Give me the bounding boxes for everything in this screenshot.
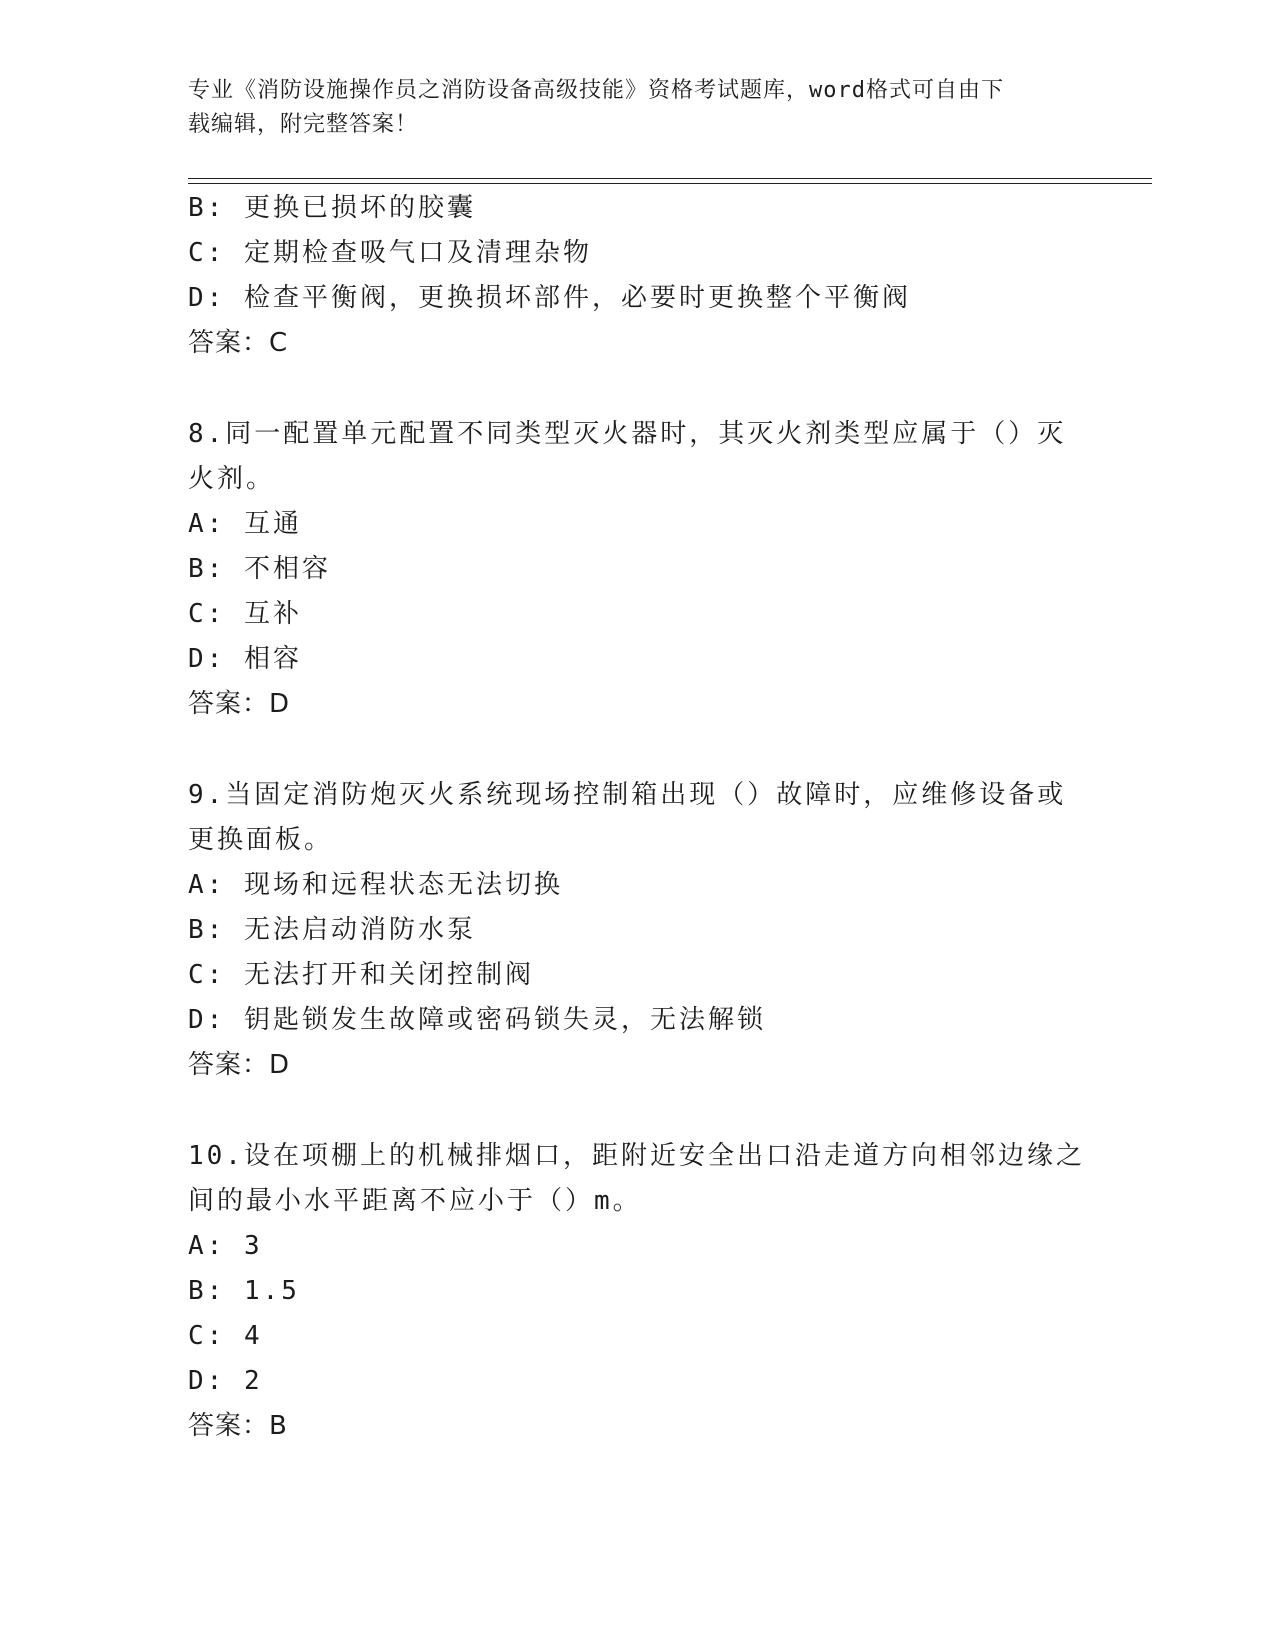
q9-option-a: A: 现场和远程状态无法切换 (188, 870, 563, 900)
prev-option-b: B: 更换已损坏的胶囊 (188, 193, 476, 223)
q8-option-b: B: 不相容 (188, 554, 331, 584)
q10-stem-line-1: 10.设在项棚上的机械排烟口，距附近安全出口沿走道方向相邻边缘之 (188, 1141, 1085, 1171)
header-divider-top (188, 178, 1152, 179)
q8-stem-line-2: 火剂。 (188, 464, 276, 494)
q10-option-d: D: 2 (188, 1366, 263, 1396)
prev-option-c: C: 定期检查吸气口及清理杂物 (188, 238, 592, 268)
q8-option-d: D: 相容 (188, 644, 302, 674)
q9-answer: 答案：D (188, 1050, 291, 1080)
q9-option-c: C: 无法打开和关闭控制阀 (188, 960, 534, 990)
q8-answer: 答案：D (188, 689, 291, 719)
q8-option-a: A: 互通 (188, 509, 302, 539)
q9-stem-line-2: 更换面板。 (188, 825, 334, 855)
prev-option-d: D: 检查平衡阀，更换损坏部件，必要时更换整个平衡阀 (188, 283, 911, 313)
q8-stem-line-1: 8.同一配置单元配置不同类型灭火器时，其灭火剂类型应属于（）灭 (188, 419, 1067, 449)
prev-answer: 答案：C (188, 328, 289, 358)
q10-option-b: B: 1.5 (188, 1276, 300, 1306)
q8-option-c: C: 互补 (188, 599, 302, 629)
q9-option-d: D: 钥匙锁发生故障或密码锁失灵，无法解锁 (188, 1005, 766, 1035)
header-line-2: 载编辑，附完整答案！ (188, 112, 419, 137)
q9-stem-line-1: 9.当固定消防炮灭火系统现场控制箱出现（）故障时，应维修设备或 (188, 780, 1067, 810)
q10-stem-line-2: 间的最小水平距离不应小于（）m。 (188, 1186, 642, 1216)
q10-option-c: C: 4 (188, 1321, 263, 1351)
header-divider-bottom (188, 183, 1152, 184)
q9-option-b: B: 无法启动消防水泵 (188, 915, 476, 945)
q10-answer: 答案：B (188, 1411, 288, 1441)
document-header (188, 74, 1068, 142)
q10-option-a: A: 3 (188, 1231, 263, 1261)
header-line-1: 专业《消防设施操作员之消防设备高级技能》资格考试题库，word格式可自由下 (188, 78, 1004, 103)
